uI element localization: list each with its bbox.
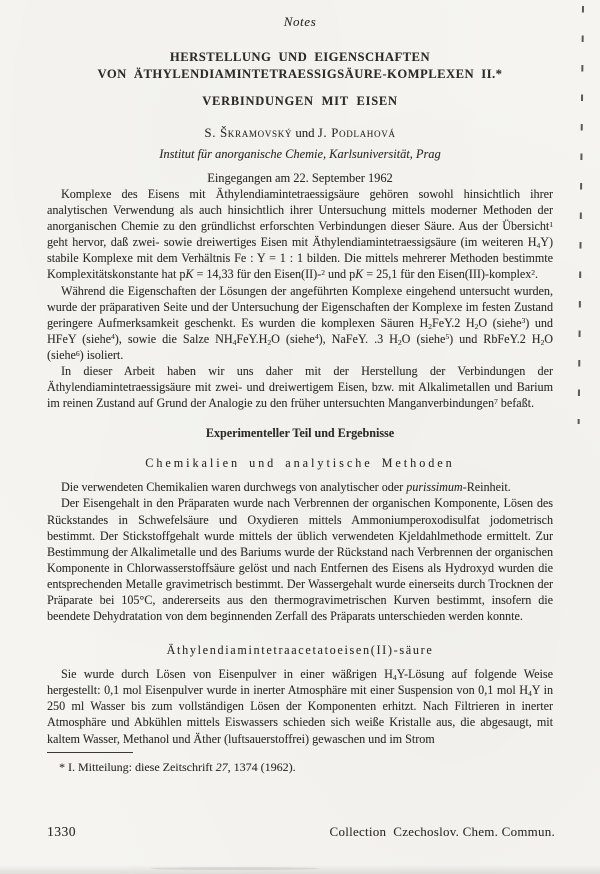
footnote: * I. Mitteilung: diese Zeitschrift 27, 1374 (1962). [59,759,296,774]
author-separator: und [292,126,318,140]
affiliation: Institut für anorganische Chemie, Karlsuniversität, Prag [159,147,441,161]
page-number: 1330 [47,824,76,839]
received-date: Eingegangen am 22. September 1962 [207,171,393,185]
article-body [47,186,553,747]
author-line [47,126,553,141]
author-name-1: S. Škramovský [204,126,293,140]
article-title-line1: HERSTELLUNG UND EIGENSCHAFTEN [169,50,431,64]
paragraph-intro-2: Während die Eigenschaften der Lösungen der angeführten Komplexe eingehend untersucht wurden, wurde der präparativen Seite und der Untersuchung der Eigenschaften der Komplexe im festen Zustand geringere Aufmerksamkeit geschenkt. Es wurden die komplexen Säuren $H_2FeY.2$ $H_2O$ (siehe$^3$) und HFeY (siehe$^4$), sowie die Salze $NH_4FeY.H_2O$ (siehe$^4$), NaFeY. .3 $H_2O$ (siehe$^5$) und RbFeY.2 $H_2O$ (siehe$^6$) isoliert. [47,283,554,362]
paragraph-intro-1: Komplexe des Eisens mit Äthylendiamintetraessigsäure gehören sowohl hinsichtlich ihrer analytischen Verwendung als auch hinsichtlich ihrer Untersuchung mittels moderner Methoden der anorganischen Chemie zu den gründlichst erforschten Verbindungen dieser Säure. Aus der Übersicht$^1$ geht hervor, daß zwei- sowie dreiwertiges Eisen mit Äthylendiamintetraessigsäure (im weiteren $H_4Y$) stabile Komplexe mit dem Verhältnis Fe : Y = 1 : 1 bilden. Die mittels mehrerer Methoden bestimmte Komplexitätskonstante hat pK = 14,33 für den Eisen(II)-$^2$ und pK = 25,1 für den Eisen(III)-komplex$^2$. [47,187,553,282]
section-heading-compound: Äthylendiamintetraacetatoeisen(II)-säure [166,643,434,658]
scan-bottom-shadow [0,865,600,874]
scan-edge-dash-marks [578,6,584,424]
paragraph-preparation: Sie wurde durch Lösen von Eisenpulver in einer wäßrigen $H_4Y$-Lösung auf folgende Weise hergestellt: 0,1 mol Eisenpulver wurde in inerter Atmosphäre mit einer Suspension von 0,1 mol $H_4Y$ in 250 ml Wasser bis zum vollständigen Lösen der Komponenten erhitzt. Nach Filtrieren in inerter Atmosphäre und Abkühlen mittels Eiswassers schieden sich weiße Kristalle aus, die abgesaugt, mit kaltem Wasser, Methanol und Äther (luftsauerstoffrei) gewaschen und im Strom [47,667,553,746]
paragraph-intro-3: In dieser Arbeit haben wir uns daher mit der Herstellung der Verbindungen der Äthylendiamintetraessigsäure mit zwei- und dreiwertigem Eisen, bzw. mit Alkalimetallen und Barium im reinen Zustand auf Grund der Analogie zu den früher untersuchten Manganverbindungen$^7$ befaßt. [47,364,553,411]
paragraph-chemicals-1: Die verwendeten Chemikalien waren durchwegs von analytischer oder purissimum-Reinheit. [61,480,511,495]
section-heading-experimental: Experimenteller Teil und Ergebnisse [205,426,395,441]
journal-name: Collection Czechoslov. Chem. Commun. [329,825,555,839]
author-name-2: J. Podlahová [317,126,396,140]
footnote-divider [47,752,133,753]
article-title-line2: VON ÄTHYLENDIAMINTETRAESSIGSÄURE-KOMPLEXEN II.* [97,66,503,81]
paragraph-chemicals-2: Der Eisengehalt in den Präparaten wurde nach Verbrennen der organischen Komponente, Lösen des Rückstandes in Schwefelsäure und Oxydieren mittels Ammoniumperoxodisulfat jodometrisch bestimmt. Der Stickstoffgehalt wurde mittels der üblich verwendeten Kjeldahlmethode ermittelt. Zur Bestimmung der Alkalimetalle und des Bariums wurde der Rückstand nach Verbrennen der organischen Komponente in Chlorwasserstoffsäure gelöst und nach Entfernen des Eisens als Hydroxyd wurden die entsprechenden Metalle gravimetrisch bestimmt. Der Wassergehalt wurde einerseits durch Trocknen der Präparate bei 105°C, andererseits aus den thermogravimetrischen Kurven bestimmt, insofern die beendete Dehydratation von dem beginnenden Zerfall des Präparats unterschieden werden konnte. [47,496,553,624]
running-head: Notes [283,14,317,29]
section-heading-chemicals: Chemikalien und analytische Methoden [145,456,455,471]
article-title [47,49,553,82]
article-subtitle: VERBINDUNGEN MIT EISEN [202,94,398,108]
page-footer [47,824,555,840]
